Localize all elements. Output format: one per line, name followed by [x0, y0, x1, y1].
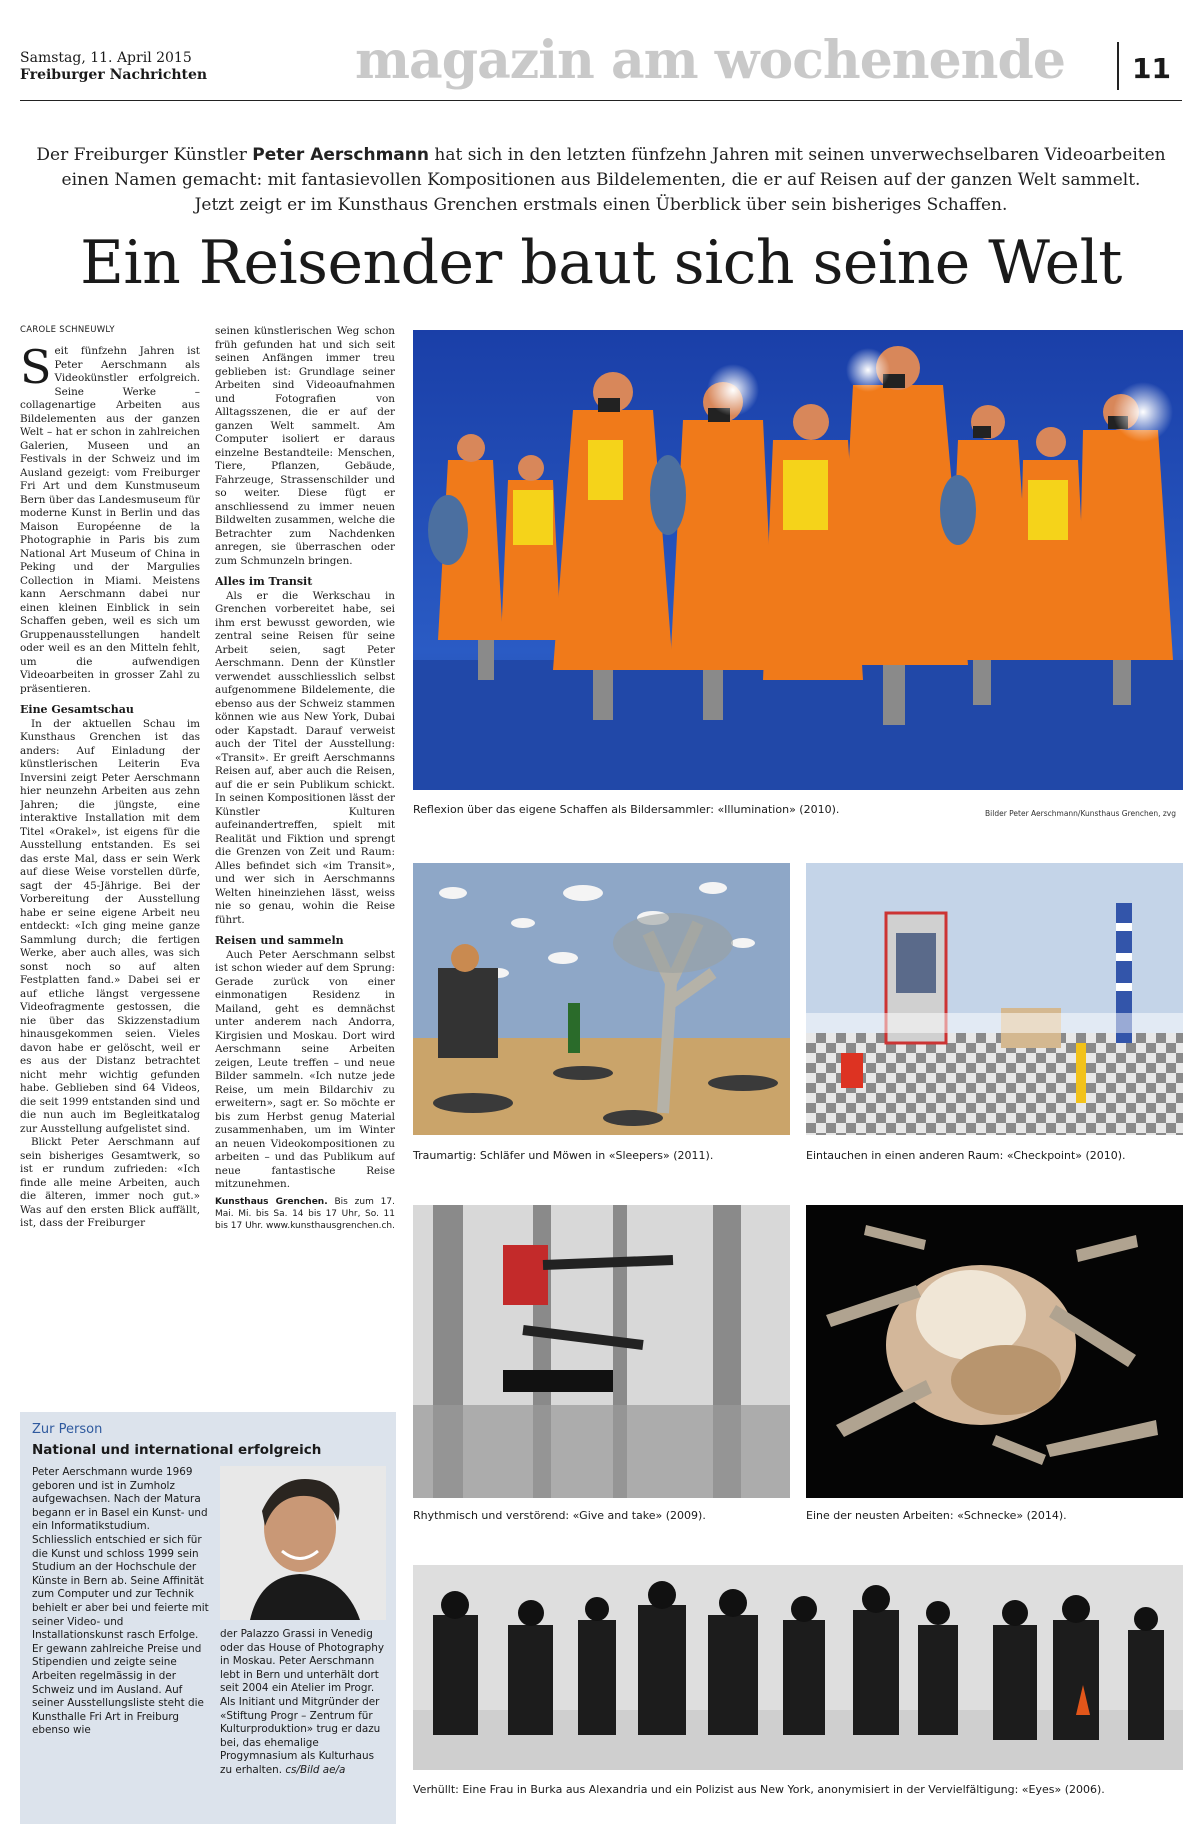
drop-cap: S — [20, 345, 52, 394]
photo-illumination — [413, 330, 1183, 790]
masthead-paper: Freiburger Nachrichten — [20, 67, 208, 83]
illumination-image — [413, 330, 1183, 790]
article-column-1 — [20, 345, 200, 1375]
article-paragraph: Als er die Werkschau in Grenchen vorbereitet habe, sei ihm erst bewusst geworden, wie zentral seine Reisen für seine Arbeit seien, sagt Peter Aerschmann. Denn der Künstler verwendet ausschliesslich selbst aufgenommene Bildelemente, die ebenso aus der Schweiz stammen können wie aus New York, Dubai oder Kapstadt. Darauf verweist auch der Titel der Ausstellung: «Transit». Er greift Aerschmanns Reisen auf, aber auch die Reisen, auf die er sein Publikum schickt. In seinen Kompositionen lässt der Künstler Kulturen aufeinandertreffen, spielt mit Realität und Fiktion und sprengt die Grenzen von Zeit und Raum: Alles befindet sich «im Transit», und wer sich in Aerschmanns Welten hineinziehen lässt, weiss nie so genau, wohin die Reise führt. — [215, 589, 395, 926]
give-and-take-image — [413, 1205, 790, 1498]
photo-schnecke — [806, 1205, 1183, 1498]
box-text-col-2: der Palazzo Grassi in Venedig oder das House of Photography in Moskau. Peter Aerschmann lebt in Bern und unterhält dort seit 2004 ein Atelier im Progr. Als Initiant und Mitgründer der «Stiftung Progr – Zentrum für Kulturproduktion» trug er dazu bei, das ehemalige Progymnasium als Kulturhaus zu erhalten. cs/Bild ae/a — [220, 1628, 384, 1776]
photo-checkpoint — [806, 863, 1183, 1135]
caption-eyes: Verhüllt: Eine Frau in Burka aus Alexandria und ein Polizist aus New York, anonymisiert in der Vervielfältigung: «Eyes» (2006). — [413, 1783, 1105, 1796]
portrait-photo — [220, 1466, 386, 1620]
subheading-gesamtschau: Eine Gesamtschau — [20, 703, 134, 716]
photo-credit: Bilder Peter Aerschmann/Kunsthaus Grenchen, zvg — [985, 809, 1177, 818]
masthead-rule — [20, 100, 1182, 101]
box-kicker: Zur Person — [32, 1422, 103, 1437]
article-paragraph: Blickt Peter Aerschmann auf sein bisheriges Gesamtwerk, so ist er rundum zufrieden: «Ich finde alle meine Arbeiten, auch die älteren, immer noch gut.» Was auf den ersten Blick auffällt, ist, dass der Freiburger — [20, 1136, 200, 1229]
box-credit: cs/Bild ae/a — [282, 1763, 346, 1776]
exhibition-info: Kunsthaus Grenchen. Bis zum 17. Mai. Mi. bis Sa. 14 bis 17 Uhr, So. 11 bis 17 Uhr. www.kunsthausgrenchen.ch. — [215, 1196, 395, 1231]
lead-text — [20, 143, 1182, 218]
article-paragraph: In der aktuellen Schau im Kunsthaus Grenchen ist das anders: Auf Einladung der künstlerischen Leiterin Eva Inversini zeigt Peter Aerschmann hier neunzehn Arbeiten aus zehn Jahren; die jüngste, eine interaktive Installation mit dem Titel «Orakel», ist eigens für die Ausstellung entstanden. Es sei das erste Mal, dass er sein Werk auf diese Weise vorstellen dürfe, sagt der 45-Jährige. Bei der Vorbereitung der Ausstellung habe er seine eigene Arbeit neu entdeckt: «Ich ging meine ganze Sammlung durch; die fertigen Werke, aber auch alles, was sich sonst noch so auf alten Festplatten fand.» Dabei sei er auf etliche längst vergessene Videofragmente gestossen, die nie über das Skizzenstadium hinausgekommen seien. Vieles davon habe er gelöscht, weil er es aus der Distanz betrachtet nicht mehr wichtig gefunden habe. Geblieben sind 64 Videos, die seit 1999 entstanden sind und die nun auch im Begleitkatalog zur Ausstellung aufgelistet sind. — [20, 717, 200, 1135]
section-title: magazin am wochenende — [355, 30, 1065, 91]
byline: CAROLE SCHNEUWLY — [20, 325, 115, 335]
lead-line-2: einen Namen gemacht: mit fantasievollen Kompositionen aus Bildelementen, die er auf Reisen auf der ganzen Welt sammelt. — [61, 170, 1141, 190]
police-figures — [433, 1605, 1164, 1740]
schnecke-image — [806, 1205, 1183, 1498]
article-column-2 — [215, 325, 395, 1395]
headline: Ein Reisender baut sich seine Welt — [80, 228, 1122, 298]
article-paragraph: Seit fünfzehn Jahren ist Peter Aerschmann als Videokünstler erfolgreich. Seine Werke – collagenartige Arbeiten aus Bildelementen aus der ganzen Welt – hat er schon in zahlreichen Galerien, Museen und an Festivals in der Schweiz und im Ausland gezeigt: vom Freiburger Fri Art und dem Kunstmuseum Bern über das Landesmuseum für moderne Kunst in Berlin und das Maison Européenne de la Photographie in Paris bis zum National Art Museum of China in Peking und der Margulies Collection in Miami. Meistens kann Aerschmann dabei nur einen kleinen Einblick in sein Schaffen geben, weil es sich um Gruppenausstellungen handelt oder weil es an den Mitteln fehlt, um die aufwendigen Videoarbeiten in grosser Zahl zu präsentieren. — [20, 345, 200, 695]
caption-schnecke: Eine der neusten Arbeiten: «Schnecke» (2014). — [806, 1509, 1067, 1522]
checkpoint-image — [806, 863, 1183, 1135]
caption-checkpoint: Eintauchen in einen anderen Raum: «Checkpoint» (2010). — [806, 1149, 1126, 1162]
photo-sleepers — [413, 863, 790, 1135]
artist-name: Peter Aerschmann — [252, 145, 429, 165]
sleepers-image — [413, 863, 790, 1135]
masthead-divider — [1117, 42, 1119, 90]
masthead-date: Samstag, 11. April 2015 — [20, 50, 192, 66]
article-paragraph: Auch Peter Aerschmann selbst ist schon wieder auf dem Sprung: Gerade zurück von einer einmonatigen Residenz in Mailand, geht es demnächst unter anderem nach Andorra, Kirgisien und Moskau. Dort wird Aerschmann seine Arbeiten zeigen, Leute treffen – und neue Bilder sammeln. «Ich nutze jede Reise, um mein Bildarchiv zu erweitern», sagt er. So möchte er bis zum Herbst genug Material zusammenhaben, um im Winter an neuen Videokompositionen zu arbeiten – und das Publikum auf neue fantastische Reise mitzunehmen. — [215, 948, 395, 1190]
article-paragraph: seinen künstlerischen Weg schon früh gefunden hat und sich seit seinen Anfängen immer treu geblieben ist: Grundlage seiner Arbeiten sind Videoaufnahmen und Fotografien von Alltagsszenen, die er auf der ganzen Welt sammelt. Am Computer isoliert er daraus einzelne Bestandteile: Menschen, Tiere, Pflanzen, Gebäude, Fahrzeuge, Strassenschilder und so weiter. Diese fügt er anschliessend zu immer neuen Bildwelten zusammen, welche die Betrachter zum Nachdenken anregen, sie überraschen oder zum Schmunzeln bringen. — [215, 325, 395, 567]
photo-give-and-take — [413, 1205, 790, 1498]
caption-give-and-take: Rhythmisch und verstörend: «Give and take» (2009). — [413, 1509, 706, 1522]
info-box-person — [20, 1412, 396, 1824]
eyes-image — [413, 1565, 1183, 1770]
photo-eyes — [413, 1565, 1183, 1770]
lead-line-1: Der Freiburger Künstler Peter Aerschmann hat sich in den letzten fünfzehn Jahren mit seinen unverwechselbaren Videoarbeiten — [36, 145, 1166, 165]
page-number: 11 — [1132, 52, 1171, 85]
box-text-col-1: Peter Aerschmann wurde 1969 geboren und ist in Zumholz aufgewachsen. Nach der Matura begann er in Basel ein Kunst- und ein Informatikstudium. Schliesslich entschied er sich für die Kunst und schloss 1999 sein Studium an der Hochschule der Künste in Bern ab. Seine Affinität zum Computer und zur Technik behielt er aber bei und feierte mit seiner Video- und Installationskunst rasch Erfolge. Er gewann zahlreiche Preise und Stipendien und zeigte seine Arbeiten regelmässig in der Schweiz und im Ausland. Auf seiner Ausstellungsliste steht die Kunsthalle Fri Art in Freiburg ebenso wie — [32, 1466, 209, 1737]
portrait-image — [220, 1466, 386, 1620]
caption-illumination: Reflexion über das eigene Schaffen als Bildersammler: «Illumination» (2010). — [413, 803, 840, 816]
box-title: National und international erfolgreich — [32, 1442, 322, 1458]
lead-line-3: Jetzt zeigt er im Kunsthaus Grenchen erstmals einen Überblick über sein bisheriges Schaffen. — [194, 195, 1008, 215]
subheading-transit: Alles im Transit — [215, 575, 313, 588]
subheading-reisen: Reisen und sammeln — [215, 934, 344, 947]
caption-sleepers: Traumartig: Schläfer und Möwen in «Sleepers» (2011). — [413, 1149, 714, 1162]
